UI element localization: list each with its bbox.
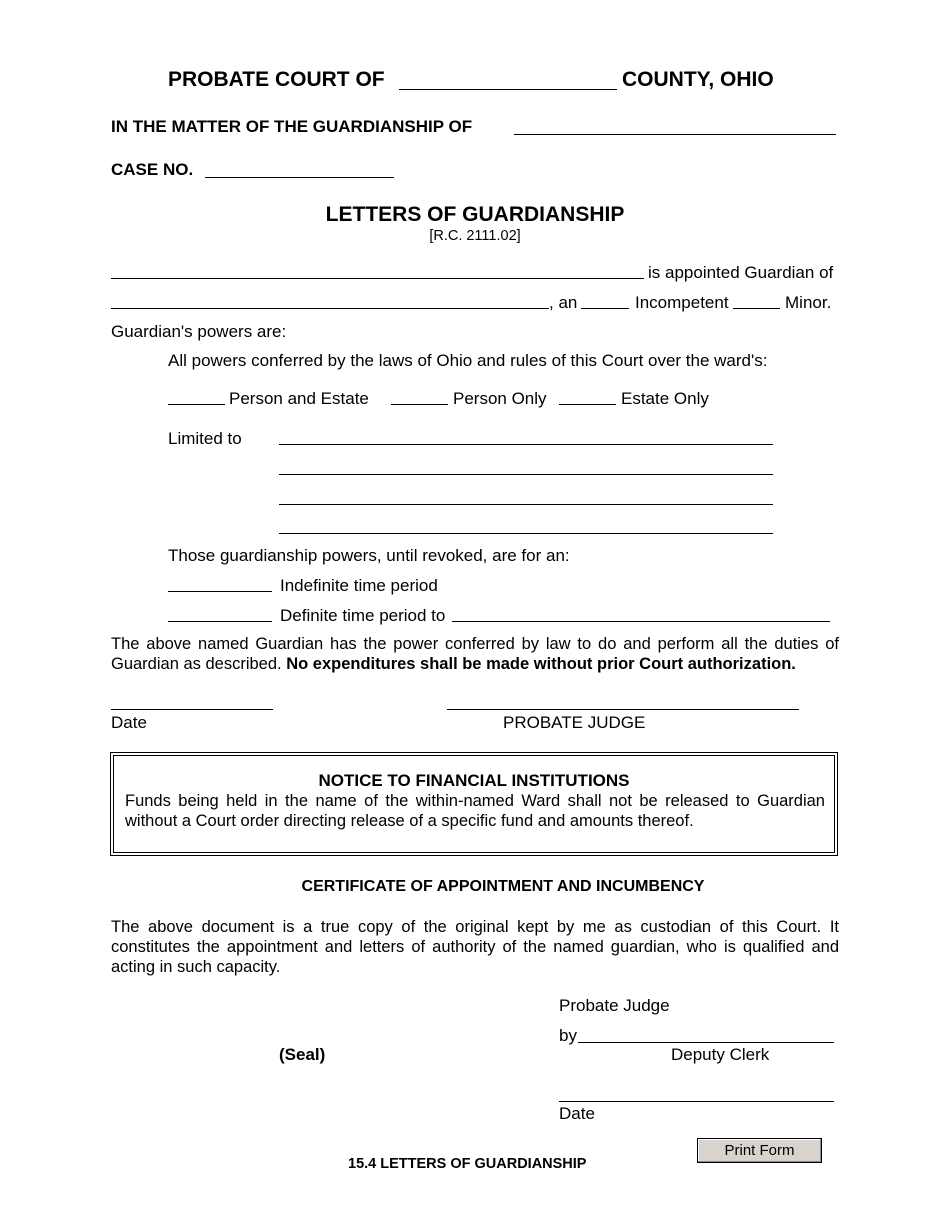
limited-line-2[interactable] xyxy=(279,474,773,475)
minor-check-blank[interactable] xyxy=(733,308,780,309)
cert-probate-judge: Probate Judge xyxy=(559,996,670,1015)
court-prefix: PROBATE COURT OF xyxy=(168,68,385,91)
ward-blank[interactable] xyxy=(111,308,549,309)
limited-line-3[interactable] xyxy=(279,504,773,505)
document-title: LETTERS OF GUARDIANSHIP xyxy=(325,203,625,226)
limited-line-4[interactable] xyxy=(279,533,773,534)
cert-by-label: by xyxy=(559,1026,577,1045)
incompetent-label: Incompetent xyxy=(635,293,729,312)
cert-date-line[interactable] xyxy=(559,1101,834,1102)
probate-judge-label: PROBATE JUDGE xyxy=(503,713,646,732)
notice-box xyxy=(110,752,838,856)
powers-conferred: All powers conferred by the laws of Ohio and rules of this Court over the ward's: xyxy=(168,351,768,370)
incompetent-check-blank[interactable] xyxy=(581,308,629,309)
notice-body: Funds being held in the name of the within-named Ward shall not be released to Guardian without a Court order directing release of a specific fund and amounts thereof. xyxy=(125,792,825,830)
date-signature-line[interactable] xyxy=(111,709,273,710)
cert-date-label: Date xyxy=(559,1104,595,1123)
county-blank[interactable] xyxy=(399,89,617,90)
option-person-estate: Person and Estate xyxy=(229,389,369,408)
seal-label: (Seal) xyxy=(279,1045,326,1064)
matter-label: IN THE MATTER OF THE GUARDIANSHIP OF xyxy=(111,117,473,136)
definite-label: Definite time period to xyxy=(280,606,446,625)
limited-line-1[interactable] xyxy=(279,444,773,445)
duration-intro: Those guardianship powers, until revoked, are for an: xyxy=(168,546,570,565)
guardian-statement xyxy=(111,634,839,674)
form-id: 15.4 LETTERS OF GUARDIANSHIP xyxy=(348,1156,587,1172)
statute-reference: [R.C. 2111.02] xyxy=(429,228,521,244)
notice-title: NOTICE TO FINANCIAL INSTITUTIONS xyxy=(318,771,630,790)
court-suffix: COUNTY, OHIO xyxy=(622,68,774,91)
print-form-button[interactable]: Print Form xyxy=(697,1138,822,1163)
statement-text: The above named Guardian has the power conferred by law to do and perform all the duties of Guardian as described. xyxy=(111,635,839,673)
option-person-only: Person Only xyxy=(453,389,547,408)
indefinite-blank[interactable] xyxy=(168,591,272,592)
person-estate-blank[interactable] xyxy=(168,404,225,405)
deputy-clerk-label: Deputy Clerk xyxy=(671,1045,770,1064)
powers-intro: Guardian's powers are: xyxy=(111,322,287,341)
limited-to-label: Limited to xyxy=(168,429,242,448)
option-estate-only: Estate Only xyxy=(621,389,709,408)
case-label: CASE NO. xyxy=(111,160,194,179)
deputy-signature-line[interactable] xyxy=(578,1042,834,1043)
certificate-body: The above document is a true copy of the original kept by me as custodian of this Court. It constitutes the appointment and letters of authority of the named guardian, who is qualified and acting in such capacity. xyxy=(111,918,839,976)
an-label: , an xyxy=(549,293,578,312)
appointed-label: is appointed Guardian of xyxy=(648,263,834,282)
judge-signature-line[interactable] xyxy=(447,709,799,710)
definite-date-blank[interactable] xyxy=(452,621,830,622)
guardian-name-blank[interactable] xyxy=(111,278,644,279)
case-number-blank[interactable] xyxy=(205,177,394,178)
person-only-blank[interactable] xyxy=(391,404,448,405)
certificate-title: CERTIFICATE OF APPOINTMENT AND INCUMBENCY xyxy=(301,878,705,895)
statement-bold: No expenditures shall be made without prior Court authorization. xyxy=(286,655,796,673)
date-label: Date xyxy=(111,713,147,732)
ward-name-blank[interactable] xyxy=(514,134,836,135)
minor-label: Minor. xyxy=(785,293,832,312)
estate-only-blank[interactable] xyxy=(559,404,616,405)
definite-blank[interactable] xyxy=(168,621,272,622)
indefinite-label: Indefinite time period xyxy=(280,576,438,595)
